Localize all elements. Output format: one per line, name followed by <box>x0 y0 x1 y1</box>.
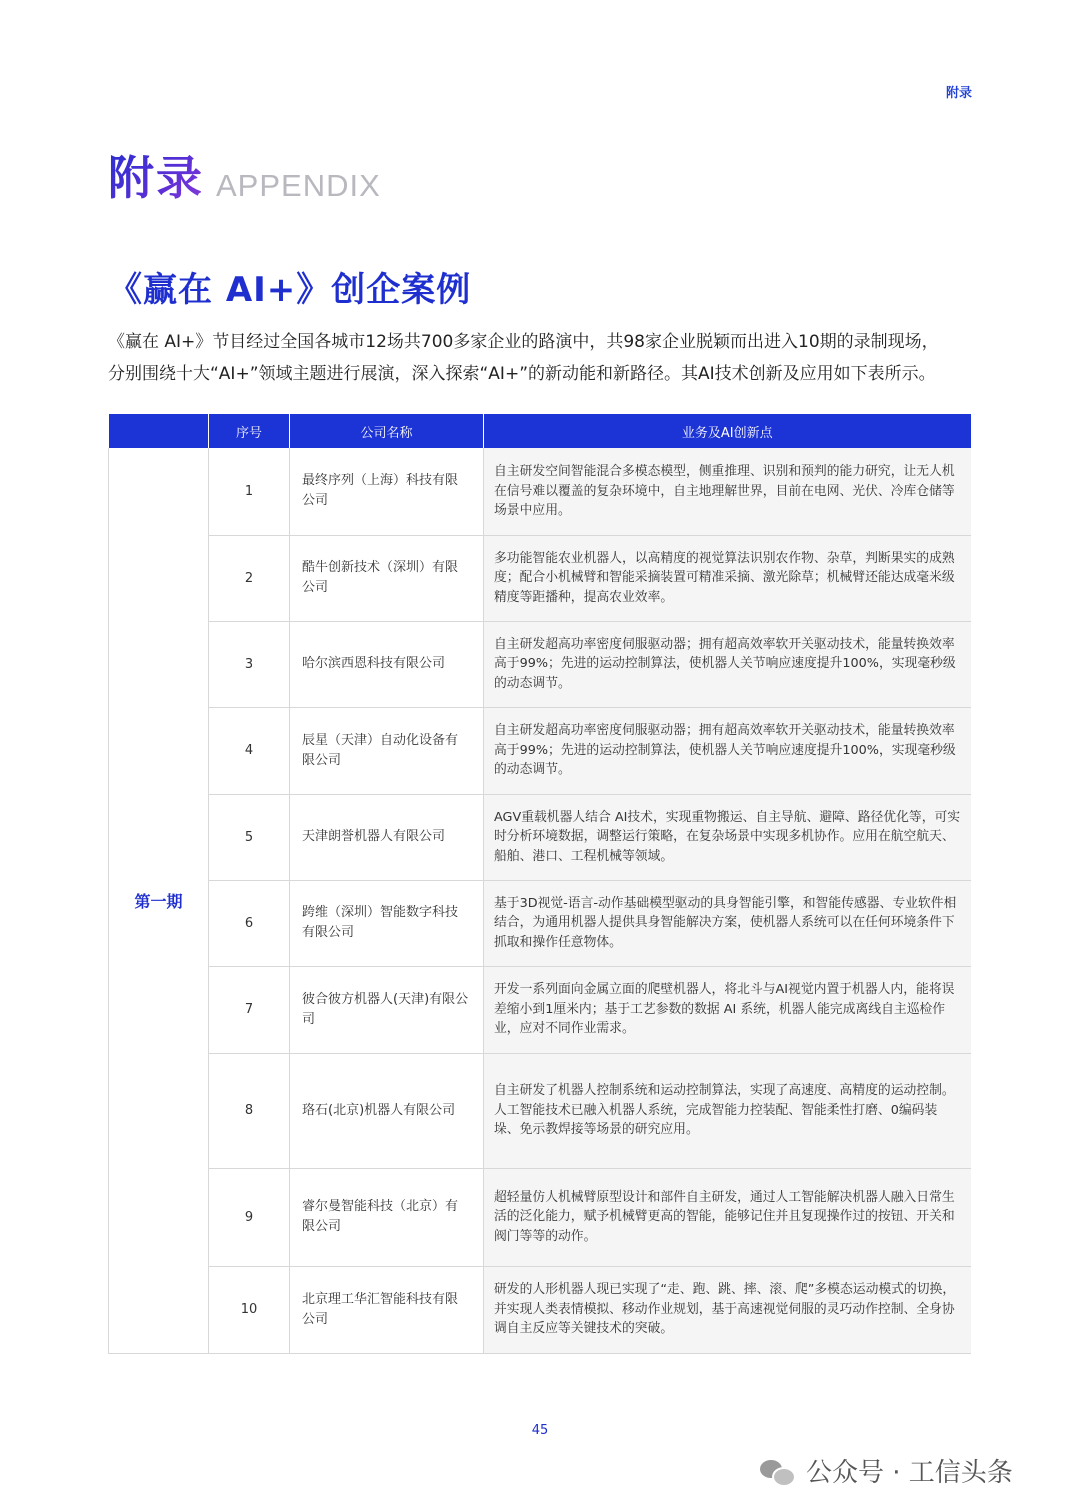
table-row <box>109 966 971 1053</box>
row-number: 7 <box>209 966 290 1053</box>
row-number: 9 <box>209 1168 290 1266</box>
row-number: 6 <box>209 880 290 966</box>
page-title <box>108 150 381 206</box>
row-number: 2 <box>209 535 290 621</box>
table-row <box>109 448 971 535</box>
company-name: 北京理工华汇智能科技有限公司 <box>290 1266 484 1353</box>
company-name: 跨维（深圳）智能数字科技有限公司 <box>290 880 484 966</box>
table-row <box>109 1266 971 1353</box>
business-description: 研发的人形机器人现已实现了“走、跑、跳、摔、滚、爬”多模态运动模式的切换，并实现人类表情模拟、移动作业规划，基于高速视觉伺服的灵巧动作控制、全身协调自主反应等关键技术的突破。 <box>484 1266 971 1353</box>
cases-table <box>108 414 971 1354</box>
watermark-text: 公众号 · 工信头条 <box>806 1458 1013 1488</box>
intro-line-1: 《赢在 AI+》节目经过全国各城市12场共700多家企业的路演中，共98家企业脱颖而出进入10期的录制现场， <box>108 332 939 352</box>
intro-line-2: 分别围绕十大“AI+”领域主题进行展演，深入探索“AI+”的新动能和新路径。其AI技术创新及应用如下表所示。 <box>108 364 936 384</box>
business-description: 自主研发了机器人控制系统和运动控制算法，实现了高速度、高精度的运动控制。人工智能技术已融入机器人系统，完成智能力控装配、智能柔性打磨、0编码装垛、免示教焊接等场景的研究应用。 <box>484 1053 971 1168</box>
page-title-en: APPENDIX <box>216 168 381 203</box>
table-row <box>109 535 971 621</box>
intro-paragraph <box>108 326 978 390</box>
business-description: 自主研发空间智能混合多模态模型，侧重推理、识别和预判的能力研究，让无人机在信号难以覆盖的复杂环境中，自主地理解世界，目前在电网、光伏、冷库仓储等场景中应用。 <box>484 448 971 535</box>
company-name: 酷牛创新技术（深圳）有限公司 <box>290 535 484 621</box>
company-name: 哈尔滨西恩科技有限公司 <box>290 621 484 707</box>
business-description: 自主研发超高功率密度伺服驱动器；拥有超高效率软开关驱动技术，能量转换效率高于99%；先进的运动控制算法，使机器人关节响应速度提升100%，实现毫秒级的动态调节。 <box>484 621 971 707</box>
wechat-icon <box>760 1458 796 1484</box>
company-name: 彼合彼方机器人(天津)有限公司 <box>290 966 484 1053</box>
business-description: 多功能智能农业机器人，以高精度的视觉算法识别农作物、杂草，判断果实的成熟度；配合小机械臂和智能采摘装置可精准采摘、激光除草；机械臂还能达成毫米级精度等距播种，提高农业效率。 <box>484 535 971 621</box>
header-period <box>109 414 209 448</box>
row-number: 10 <box>209 1266 290 1353</box>
header-company: 公司名称 <box>290 414 484 448</box>
row-number: 4 <box>209 707 290 794</box>
period-label: 第一期 <box>109 448 209 1353</box>
company-name: 最终序列（上海）科技有限公司 <box>290 448 484 535</box>
company-name: 睿尔曼智能科技（北京）有限公司 <box>290 1168 484 1266</box>
row-number: 5 <box>209 794 290 880</box>
company-name: 天津朗誉机器人有限公司 <box>290 794 484 880</box>
business-description: 基于3D视觉-语言-动作基础模型驱动的具身智能引擎，和智能传感器、专业软件相结合，为通用机器人提供具身智能解决方案，使机器人系统可以在任何环境条件下抓取和操作任意物体。 <box>484 880 971 966</box>
page-title-cn: 附录 <box>108 151 204 205</box>
watermark <box>760 1452 1013 1489</box>
row-number: 1 <box>209 448 290 535</box>
header-number: 序号 <box>209 414 290 448</box>
page-number: 45 <box>531 1423 549 1438</box>
company-name: 辰星（天津）自动化设备有限公司 <box>290 707 484 794</box>
table-header-row <box>109 414 971 448</box>
business-description: 自主研发超高功率密度伺服驱动器；拥有超高效率软开关驱动技术，能量转换效率高于99%；先进的运动控制算法，使机器人关节响应速度提升100%，实现毫秒级的动态调节。 <box>484 707 971 794</box>
section-title: 《赢在 AI+》创企案例 <box>108 270 472 310</box>
company-name: 珞石(北京)机器人有限公司 <box>290 1053 484 1168</box>
table-row <box>109 1053 971 1168</box>
header-description: 业务及AI创新点 <box>484 414 971 448</box>
table-row <box>109 1168 971 1266</box>
business-description: 开发一系列面向金属立面的爬壁机器人，将北斗与AI视觉内置于机器人内，能将误差缩小到1厘米内；基于工艺参数的数据 AI 系统，机器人能完成离线自主巡检作业，应对不同作业需求。 <box>484 966 971 1053</box>
business-description: AGV重载机器人结合 AI技术，实现重物搬运、自主导航、避障、路径优化等，可实时分析环境数据，调整运行策略，在复杂场景中实现多机协作。应用在航空航天、船舶、港口、工程机械等领域。 <box>484 794 971 880</box>
table-row <box>109 621 971 707</box>
table-row <box>109 707 971 794</box>
row-number: 3 <box>209 621 290 707</box>
business-description: 超轻量仿人机械臂原型设计和部件自主研发，通过人工智能解决机器人融入日常生活的泛化能力，赋予机械臂更高的智能，能够记住并且复现操作过的按钮、开关和阀门等等的动作。 <box>484 1168 971 1266</box>
table-row <box>109 880 971 966</box>
header-section-tag: 附录 <box>945 86 972 101</box>
table-row <box>109 794 971 880</box>
row-number: 8 <box>209 1053 290 1168</box>
